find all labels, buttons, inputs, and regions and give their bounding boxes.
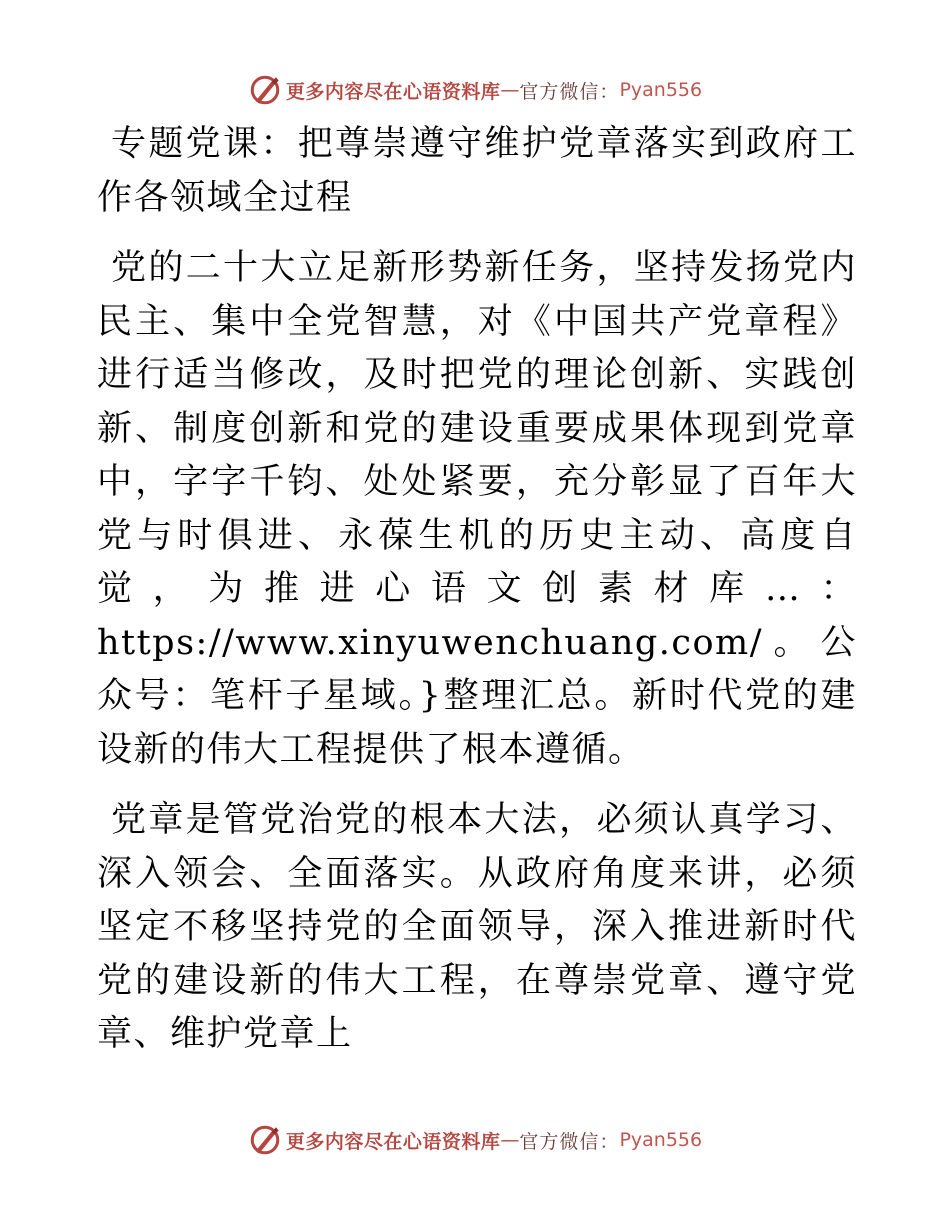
paragraph-2: 党章是管党治党的根本大法，必须认真学习、深入领会、全面落实。从政府角度来讲，必须坚定不移坚持党的全面领导，深入推进新时代党的建设新的伟大工程，在尊崇党章、遵守党章、维护党章上 — [97, 800, 857, 1054]
watermark-dash: — — [500, 79, 520, 101]
header-watermark — [0, 70, 950, 110]
footer-watermark — [0, 1120, 950, 1160]
watermark-dash: — — [500, 1129, 520, 1151]
paragraph-1: 党的二十大立足新形势新任务，坚持发扬党内民主、集中全党智慧，对《中国共产党章程》进行适当修改，及时把党的理论创新、实践创新、制度创新和党的建设重要成果体现到党章中，字字千钧、处处紧要，充分彰显了百年大党与时俱进、永葆生机的历史主动、高度自觉，为推进心语文创素材库…：https://www.xinyuwenchuang.com/。公众号：笔杆子星域。}整理汇总。新时代党的建设新的伟大工程提供了根本遵循。 — [97, 248, 857, 770]
document-title: 专题党课：把尊崇遵守维护党章落实到政府工作各领域全过程 — [97, 124, 857, 218]
pen-logo-icon — [248, 73, 282, 107]
watermark-wechat-label: 官方微信： — [519, 80, 620, 103]
watermark-text: 更多内容尽在心语资料库 — [285, 1130, 501, 1153]
watermark-text: 更多内容尽在心语资料库 — [285, 80, 501, 103]
document-body — [97, 118, 857, 1079]
watermark-wechat-label: 官方微信： — [519, 1130, 620, 1153]
watermark-wechat-id: Pyan556 — [619, 79, 703, 101]
watermark-wechat-id: Pyan556 — [619, 1129, 703, 1151]
pen-logo-icon — [248, 1123, 282, 1157]
